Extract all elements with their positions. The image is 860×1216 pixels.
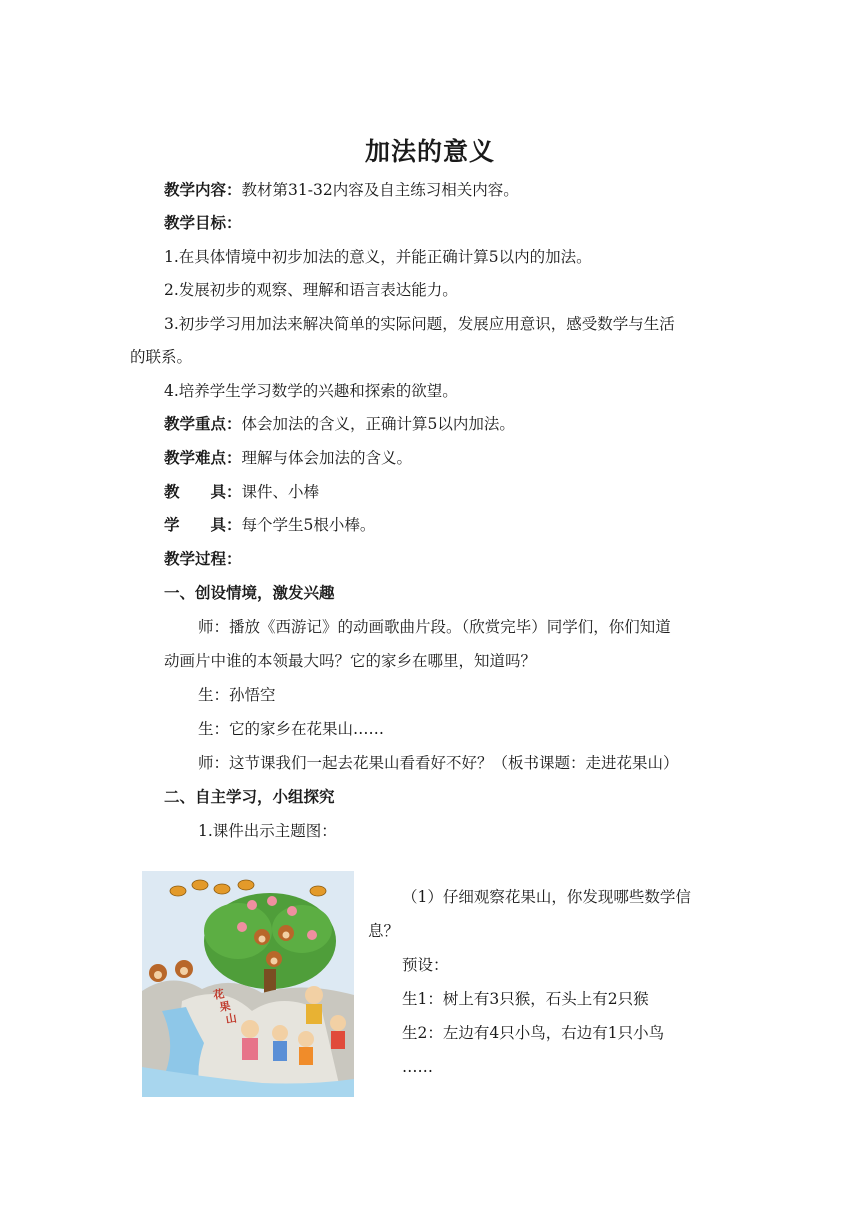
section-1-heading: 一、创设情境，激发兴趣 — [164, 584, 335, 602]
key-point-text: 体会加法的含义，正确计算5以内加法。 — [241, 415, 515, 433]
difficulty-label: 教学难点： — [164, 449, 242, 467]
question-1-line-2: 息？ — [368, 922, 400, 940]
student-tools-label: 学 具： — [164, 516, 242, 534]
answer-2: 生2：左边有4只小鸟，右边有1只小鸟 — [402, 1024, 665, 1042]
huaguo-mountain-illustration — [142, 871, 354, 1097]
section-1-para-3: 生：它的家乡在花果山…… — [198, 720, 385, 738]
teacher-tools-line — [164, 481, 319, 503]
section-1-para-1-line-1: 师：播放《西游记》的动画歌曲片段。（欣赏完毕）同学们，你们知道 — [198, 618, 671, 636]
process-label: 教学过程： — [164, 550, 242, 568]
goal-2: 2.发展初步的观察、理解和语言表达能力。 — [164, 281, 458, 299]
answer-1: 生1：树上有3只猴，石头上有2只猴 — [402, 990, 649, 1008]
content-label: 教学内容： — [164, 181, 242, 199]
illustration-svg — [142, 871, 354, 1097]
section-1-para-2: 生：孙悟空 — [198, 686, 276, 704]
goal-3-line-2: 的联系。 — [130, 348, 193, 366]
section-2-heading: 二、自主学习，小组探究 — [164, 788, 335, 806]
goal-1: 1.在具体情境中初步加法的意义，并能正确计算5以内的加法。 — [164, 248, 592, 266]
document-title: 加法的意义 — [364, 137, 495, 166]
content-text: 教材第31-32内容及自主练习相关内容。 — [241, 181, 519, 199]
teacher-tools-text: 课件、小棒 — [241, 483, 320, 501]
goal-4: 4.培养学生学习数学的兴趣和探索的欲望。 — [164, 382, 458, 400]
question-1-line-1: （1）仔细观察花果山，你发现哪些数学信 — [402, 888, 691, 906]
section-2-item-1: 1.课件出示主题图： — [198, 822, 337, 840]
student-tools-line — [164, 514, 375, 536]
key-point-line — [164, 413, 515, 435]
teacher-tools-label: 教 具： — [164, 483, 242, 501]
difficulty-line — [164, 447, 412, 469]
preset-label: 预设： — [402, 956, 449, 974]
ellipsis-line: …… — [402, 1058, 433, 1076]
student-tools-text: 每个学生5根小棒。 — [241, 516, 376, 534]
section-1-para-4: 师：这节课我们一起去花果山看看好不好？（板书课题：走进花果山） — [198, 754, 679, 772]
key-point-label: 教学重点： — [164, 415, 242, 433]
svg-text:花 果 山: 花 果 山 — [212, 987, 238, 1027]
goal-3-line-1: 3.初步学习用加法来解决简单的实际问题，发展应用意识，感受数学与生活 — [164, 315, 675, 333]
content-line — [164, 179, 519, 201]
goals-label: 教学目标： — [164, 214, 242, 232]
section-1-para-1-line-2: 动画片中谁的本领最大吗？它的家乡在哪里，知道吗？ — [164, 652, 537, 670]
difficulty-text: 理解与体会加法的含义。 — [241, 449, 413, 467]
